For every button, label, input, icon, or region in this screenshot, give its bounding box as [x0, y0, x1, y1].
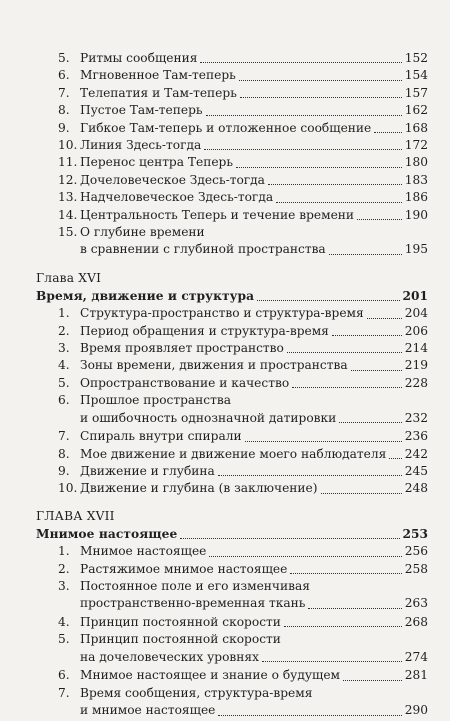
- entry-title: Растяжимое мнимое настоящее: [80, 561, 288, 576]
- dot-leader: [292, 387, 402, 388]
- entry-page: 186: [404, 190, 428, 205]
- entry-title: Мнимое настоящее и знание о будущем: [80, 668, 341, 683]
- entry-title: Период обращения и структура-время: [80, 323, 329, 338]
- dot-leader: [357, 219, 402, 220]
- toc-entry[interactable]: [58, 446, 428, 463]
- entry-number: 3.: [58, 578, 70, 593]
- entry-number: 7.: [58, 85, 70, 100]
- entry-page: 157: [404, 85, 428, 100]
- toc-entry[interactable]: [58, 480, 428, 497]
- entry-page: 245: [404, 464, 428, 479]
- entry-page: 236: [404, 429, 428, 444]
- chapter-entries: [58, 543, 428, 578]
- chapter-entries: [58, 305, 428, 392]
- entry-number: 12.: [58, 172, 78, 187]
- entry-number: 8.: [58, 103, 70, 118]
- entry-title: Мое движение и движение моего наблюдателя: [80, 446, 387, 461]
- entry-title-line1: О глубине времени: [80, 224, 205, 239]
- dot-leader: [240, 97, 402, 98]
- dot-leader: [329, 254, 402, 255]
- chapter-heading: ГЛАВА XVII: [36, 508, 115, 523]
- dot-leader: [321, 493, 402, 494]
- entry-number: 6.: [58, 393, 70, 408]
- toc-entry[interactable]: [58, 50, 428, 67]
- toc-entry[interactable]: [58, 137, 428, 154]
- chapter-heading: Глава XVI: [36, 270, 102, 285]
- entry-page: 248: [404, 481, 428, 496]
- entry-number: 5.: [58, 375, 70, 390]
- toc-entry[interactable]: [58, 323, 428, 340]
- dot-leader: [268, 184, 402, 185]
- entry-page: 201: [402, 288, 428, 303]
- dot-leader: [206, 115, 402, 116]
- entry-page: 263: [404, 596, 428, 611]
- dot-leader: [332, 335, 402, 336]
- entry-title: Движение и глубина (в заключение): [80, 481, 318, 496]
- entry-title: Пустое Там-теперь: [80, 103, 203, 118]
- entry-number: 10.: [58, 481, 78, 496]
- dot-leader: [262, 661, 402, 662]
- entry-title-line2: пространственно-временная ткань: [80, 596, 306, 611]
- entry-title: Структура-пространство и структура-время: [80, 306, 364, 321]
- entry-page: 183: [404, 172, 428, 187]
- chapter-entries: [58, 428, 428, 498]
- entry-page: 172: [404, 137, 428, 152]
- dot-leader: [351, 370, 402, 371]
- entry-title-line2: и ошибочность однозначной датировки: [80, 410, 337, 425]
- dot-leader: [276, 202, 402, 203]
- entry-title: Дочеловеческое Здесь-тогда: [80, 172, 265, 187]
- toc-entry[interactable]: [58, 561, 428, 578]
- entry-title-line2: на дочеловеческих уровнях: [80, 649, 259, 664]
- entry-number: 3.: [58, 341, 70, 356]
- entry-page: 154: [404, 68, 428, 83]
- entry-title: Зоны времени, движения и пространства: [80, 358, 348, 373]
- toc-entry[interactable]: [58, 189, 428, 206]
- dot-leader: [239, 80, 402, 81]
- entry-number: 15.: [58, 224, 78, 239]
- entry-number: 4.: [58, 358, 70, 373]
- entry-number: 10.: [58, 137, 78, 152]
- entry-title: Гибкое Там-теперь и отложенное сообщение: [80, 120, 372, 135]
- entry-title: Время проявляет пространство: [80, 341, 284, 356]
- toc-entry[interactable]: [58, 685, 428, 721]
- toc-entry[interactable]: [58, 172, 428, 189]
- toc-entry[interactable]: [58, 614, 428, 631]
- entry-page: 152: [404, 50, 428, 65]
- entry-number: 9.: [58, 120, 70, 135]
- entry-title-line1: Прошлое пространства: [80, 393, 231, 408]
- entry-title: Линия Здесь-тогда: [80, 137, 202, 152]
- dot-leader: [236, 167, 402, 168]
- dot-leader: [389, 458, 401, 459]
- entry-number: 1.: [58, 306, 70, 321]
- dot-leader: [343, 680, 402, 681]
- dot-leader: [209, 556, 401, 557]
- toc-entry[interactable]: [58, 224, 428, 260]
- entry-number: 11.: [58, 155, 78, 170]
- entry-title: Ритмы сообщения: [80, 50, 198, 65]
- entry-page: 274: [404, 649, 428, 664]
- entry-title: Движение и глубина: [80, 464, 215, 479]
- entry-title: Мнимое настоящее: [80, 544, 207, 559]
- entry-title: Мгновенное Там-теперь: [80, 68, 236, 83]
- toc-entry[interactable]: [58, 357, 428, 374]
- dot-leader: [204, 149, 402, 150]
- dot-leader: [287, 352, 402, 353]
- toc-entry[interactable]: [58, 375, 428, 392]
- chapter-title-entry[interactable]: [36, 526, 428, 543]
- entry-number: 7.: [58, 685, 70, 700]
- entry-page: 242: [404, 446, 428, 461]
- entry-number: 9.: [58, 464, 70, 479]
- entry-title-line2: в сравнении с глубиной пространства: [80, 242, 326, 257]
- entry-number: 13.: [58, 190, 78, 205]
- dot-leader: [308, 608, 401, 609]
- entry-number: 6.: [58, 68, 70, 83]
- entry-title-line1: Постоянное поле и его изменчивая: [80, 578, 310, 593]
- entry-title: Надчеловеческое Здесь-тогда: [80, 190, 274, 205]
- entry-page: 162: [404, 103, 428, 118]
- dot-leader: [180, 538, 399, 539]
- toc-entry[interactable]: [58, 392, 428, 428]
- entry-number: 2.: [58, 561, 70, 576]
- toc-entry[interactable]: [58, 428, 428, 445]
- dot-leader: [200, 62, 401, 63]
- entry-page: 258: [404, 561, 428, 576]
- chapter-title-entry[interactable]: [36, 288, 428, 305]
- chapter-title: Время, движение и структура: [36, 288, 255, 303]
- entry-page: 204: [404, 306, 428, 321]
- entry-page: 195: [404, 242, 428, 257]
- entry-title: Центральность Теперь и течение времени: [80, 207, 355, 222]
- table-of-contents: [36, 50, 428, 721]
- entry-page: 168: [404, 120, 428, 135]
- toc-entry[interactable]: [58, 631, 428, 667]
- toc-entry[interactable]: [58, 543, 428, 560]
- entry-title: Телепатия и Там-теперь: [80, 85, 237, 100]
- entry-page: 232: [404, 410, 428, 425]
- toc-entry[interactable]: [58, 207, 428, 224]
- entry-page: 253: [402, 526, 428, 541]
- toc-entry[interactable]: [58, 120, 428, 137]
- entry-number: 1.: [58, 544, 70, 559]
- entry-title: Опространствование и качество: [80, 375, 290, 390]
- entry-page: 268: [404, 614, 428, 629]
- dot-leader: [284, 626, 402, 627]
- entry-page: 190: [404, 207, 428, 222]
- entry-title-line1: Принцип постоянной скорости: [80, 632, 281, 647]
- toc-entry[interactable]: [58, 578, 428, 614]
- dot-leader: [339, 422, 401, 423]
- dot-leader: [290, 573, 401, 574]
- entry-title: Спираль внутри спирали: [80, 429, 242, 444]
- section-continued: [58, 50, 428, 224]
- entry-number: 5.: [58, 50, 70, 65]
- dot-leader: [218, 475, 402, 476]
- entry-page: 206: [404, 323, 428, 338]
- chapter-title: Мнимое настоящее: [36, 526, 178, 541]
- entry-number: 14.: [58, 207, 78, 222]
- dot-leader: [245, 441, 402, 442]
- toc-entry[interactable]: [58, 340, 428, 357]
- entry-title: Принцип постоянной скорости: [80, 614, 281, 629]
- entry-number: 4.: [58, 614, 70, 629]
- entry-page: 290: [404, 703, 428, 718]
- entry-page: 256: [404, 544, 428, 559]
- toc-entry[interactable]: [58, 305, 428, 322]
- dot-leader: [367, 318, 402, 319]
- entry-title: Перенос центра Теперь: [80, 155, 233, 170]
- toc-entry[interactable]: [58, 102, 428, 119]
- entry-page: 228: [404, 375, 428, 390]
- dot-leader: [218, 715, 401, 716]
- entry-page: 214: [404, 341, 428, 356]
- entry-title-line2: и мнимое настоящее: [80, 703, 216, 718]
- dot-leader: [374, 132, 401, 133]
- toc-entry[interactable]: [58, 85, 428, 102]
- entry-title-line1: Время сообщения, структура-время: [80, 685, 313, 700]
- entry-page: 219: [404, 358, 428, 373]
- toc-entry[interactable]: [58, 154, 428, 171]
- entry-number: 8.: [58, 446, 70, 461]
- entry-page: 180: [404, 155, 428, 170]
- dot-leader: [257, 300, 399, 301]
- toc-entry[interactable]: [58, 667, 428, 684]
- toc-entry[interactable]: [58, 67, 428, 84]
- entry-number: 2.: [58, 323, 70, 338]
- entry-number: 7.: [58, 429, 70, 444]
- entry-page: 281: [404, 668, 428, 683]
- entry-number: 6.: [58, 668, 70, 683]
- toc-entry[interactable]: [58, 463, 428, 480]
- entry-number: 5.: [58, 632, 70, 647]
